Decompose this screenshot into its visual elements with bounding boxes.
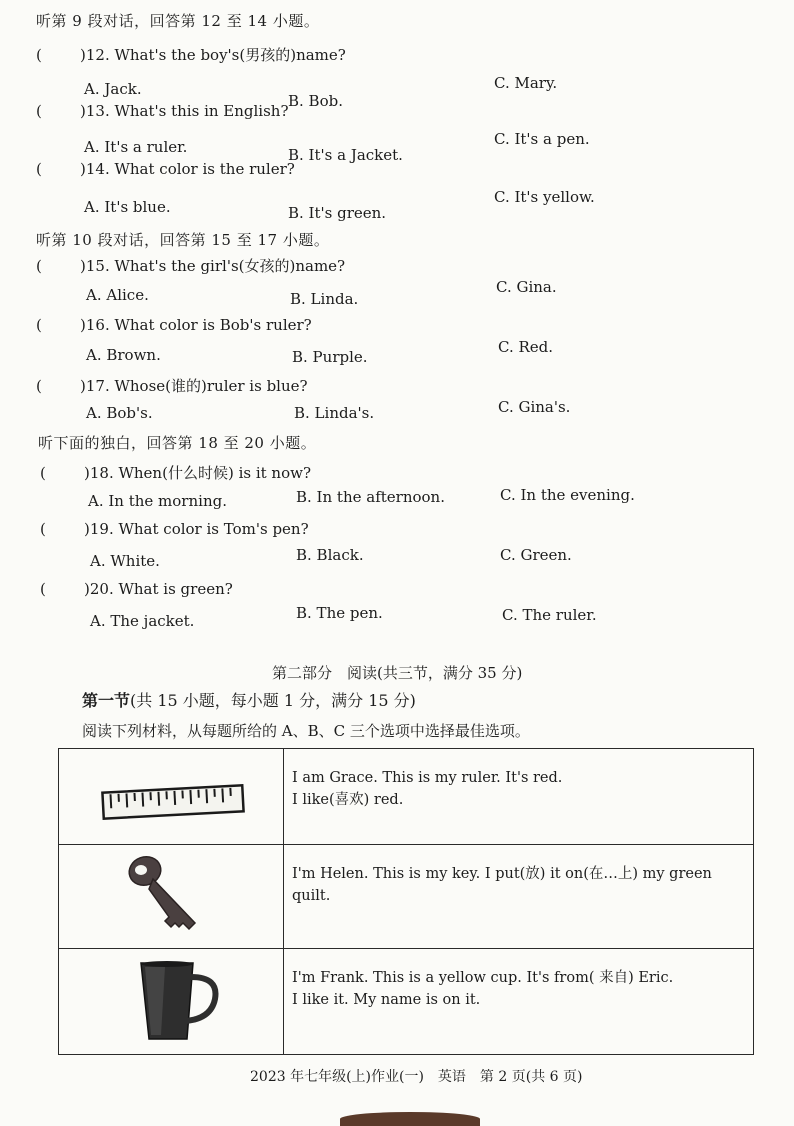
q16-option-a: A. Brown. [86, 346, 161, 364]
ruler-icon [101, 783, 247, 823]
q12-option-a: A. Jack. [84, 80, 142, 98]
dialog10-heading: 听第 10 段对话，回答第 15 至 17 小题。 [36, 229, 329, 250]
question-13: ( )13. What's this in English? [36, 102, 289, 120]
reading-instruction: 阅读下列材料，从每题所给的 A、B、C 三个选项中选择最佳选项。 [82, 720, 530, 741]
q17-option-a: A. Bob's. [86, 404, 153, 422]
q20-option-b: B. The pen. [296, 604, 383, 622]
section-one-detail: (共 15 小题，每小题 1 分，满分 15 分) [130, 691, 416, 710]
q17-option-c: C. Gina's. [498, 398, 570, 416]
q19-option-a: A. White. [90, 552, 160, 570]
dialog9-heading: 听第 9 段对话，回答第 12 至 14 小题。 [36, 10, 319, 31]
page-footer: 2023 年七年级(上)作业(一) 英语 第 2 页(共 6 页) [250, 1066, 582, 1086]
q13-option-b: B. It's a Jacket. [288, 146, 403, 164]
grace-line-2: I like(喜欢) red. [292, 789, 753, 811]
helen-line-1: I'm Helen. This is my key. I put(放) it on(在…上) my green [292, 863, 753, 885]
q16-option-b: B. Purple. [292, 348, 368, 366]
key-icon [125, 853, 205, 937]
reading-row-ruler [59, 749, 754, 845]
question-15: ( )15. What's the girl's(女孩的)name? [36, 255, 345, 276]
q13-option-a: A. It's a ruler. [84, 138, 187, 156]
question-19: ( )19. What color is Tom's pen? [40, 520, 309, 538]
ruler-text-cell [284, 749, 754, 845]
key-picture-cell [59, 845, 284, 949]
reading-row-cup [59, 949, 754, 1055]
frank-line-2: I like it. My name is on it. [292, 989, 753, 1011]
cup-text-cell [284, 949, 754, 1055]
question-12: ( )12. What's the boy's(男孩的)name? [36, 44, 346, 65]
q12-option-c: C. Mary. [494, 74, 557, 92]
part-two-title: 第二部分 阅读(共三节，满分 35 分) [272, 662, 522, 683]
ruler-picture-cell [59, 749, 284, 845]
reading-row-key [59, 845, 754, 949]
section-one-title [82, 688, 416, 711]
cup-picture-cell [59, 949, 284, 1055]
reading-table [58, 748, 754, 1055]
q16-option-c: C. Red. [498, 338, 553, 356]
q19-option-c: C. Green. [500, 546, 572, 564]
question-18: ( )18. When(什么时候) is it now? [40, 462, 311, 483]
q20-option-c: C. The ruler. [502, 606, 597, 624]
grace-line-1: I am Grace. This is my ruler. It's red. [292, 767, 753, 789]
q15-option-a: A. Alice. [86, 286, 149, 304]
cup-icon [135, 959, 225, 1045]
question-14: ( )14. What color is the ruler? [36, 160, 295, 178]
q19-option-b: B. Black. [296, 546, 364, 564]
q18-option-c: C. In the evening. [500, 486, 635, 504]
monologue-heading: 听下面的独白，回答第 18 至 20 小题。 [38, 432, 316, 453]
q14-option-c: C. It's yellow. [494, 188, 595, 206]
q18-option-b: B. In the afternoon. [296, 488, 445, 506]
q18-option-a: A. In the morning. [88, 492, 227, 510]
q13-option-c: C. It's a pen. [494, 130, 590, 148]
key-text-cell [284, 845, 754, 949]
frank-line-1: I'm Frank. This is a yellow cup. It's from( 来自) Eric. [292, 967, 753, 989]
q14-option-a: A. It's blue. [84, 198, 171, 216]
question-17: ( )17. Whose(谁的)ruler is blue? [36, 375, 308, 396]
q17-option-b: B. Linda's. [294, 404, 374, 422]
q15-option-b: B. Linda. [290, 290, 358, 308]
section-one-label: 第一节 [82, 691, 130, 710]
q12-option-b: B. Bob. [288, 92, 343, 110]
q15-option-c: C. Gina. [496, 278, 557, 296]
q14-option-b: B. It's green. [288, 204, 386, 222]
question-16: ( )16. What color is Bob's ruler? [36, 316, 312, 334]
helen-line-2: quilt. [292, 885, 753, 907]
q20-option-a: A. The jacket. [90, 612, 194, 630]
question-20: ( )20. What is green? [40, 580, 233, 598]
